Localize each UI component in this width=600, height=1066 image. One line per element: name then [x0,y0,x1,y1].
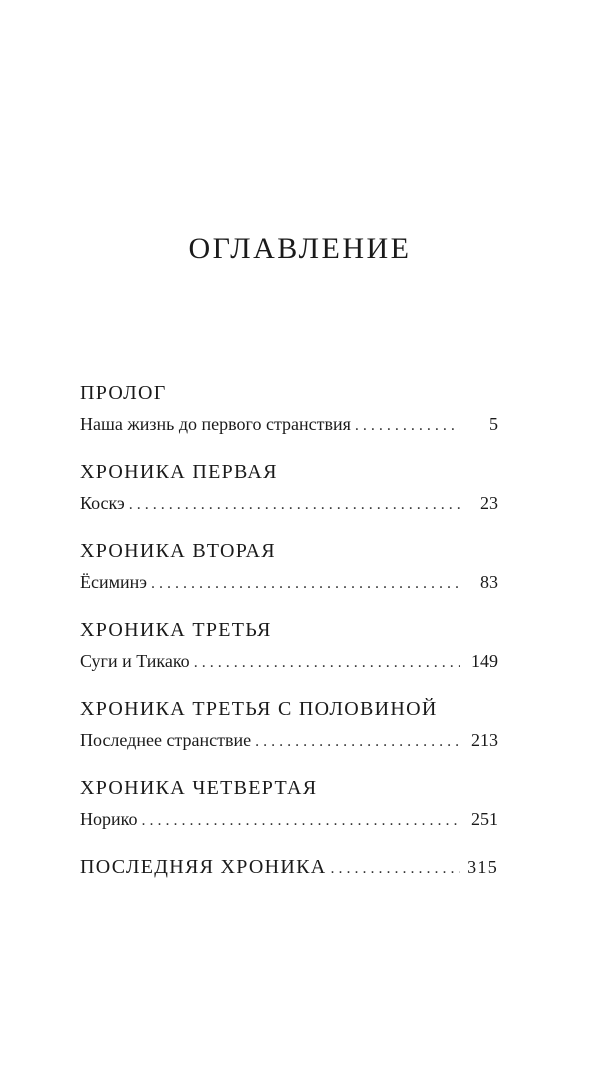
dot-leader [255,728,460,756]
page-number: 5 [489,414,498,434]
page-number: 149 [471,651,498,671]
entry-title: Суги и Тикако [80,651,190,671]
dot-leader [331,852,460,886]
toc-section-final [80,850,498,884]
entry-title: Последнее странствие [80,730,252,750]
section-heading: ПРОЛОГ [80,382,167,404]
toc-entry[interactable] [80,805,498,833]
page-title: ОГЛАВЛЕНИЕ [188,232,412,266]
section-heading: ХРОНИКА ТРЕТЬЯ [80,619,272,641]
toc-entry[interactable] [80,647,498,675]
page-number: 315 [467,857,498,877]
entry-title: Коскэ [80,493,125,513]
toc-section-chronicle-1 [80,455,498,517]
toc-section-chronicle-3-5 [80,692,498,754]
section-heading: ХРОНИКА ВТОРАЯ [80,540,276,562]
section-heading: ХРОНИКА ПЕРВАЯ [80,461,278,483]
toc-entry-final[interactable] [80,850,498,884]
toc-section-chronicle-3 [80,613,498,675]
section-heading: ХРОНИКА ЧЕТВЕРТАЯ [80,777,318,799]
page-number: 83 [480,572,498,592]
dot-leader [129,491,460,519]
toc-entry[interactable] [80,489,498,517]
toc-entry[interactable] [80,726,498,754]
dot-leader [141,807,460,835]
table-of-contents [80,376,498,901]
page-number: 213 [471,730,498,750]
toc-section-chronicle-2 [80,534,498,596]
toc-entry[interactable] [80,568,498,596]
dot-leader [194,649,460,677]
toc-section-chronicle-4 [80,771,498,833]
entry-title: Норико [80,809,138,829]
page-number: 251 [471,809,498,829]
section-heading: ХРОНИКА ТРЕТЬЯ С ПОЛОВИНОЙ [80,698,438,720]
toc-section-prologue [80,376,498,438]
page-number: 23 [480,493,498,513]
entry-title: Наша жизнь до первого странствия [80,414,351,434]
dot-leader [151,570,460,598]
entry-title: ПОСЛЕДНЯЯ ХРОНИКА [80,856,327,878]
dot-leader [355,412,460,440]
toc-entry[interactable] [80,410,498,438]
entry-title: Ёсиминэ [80,572,147,592]
